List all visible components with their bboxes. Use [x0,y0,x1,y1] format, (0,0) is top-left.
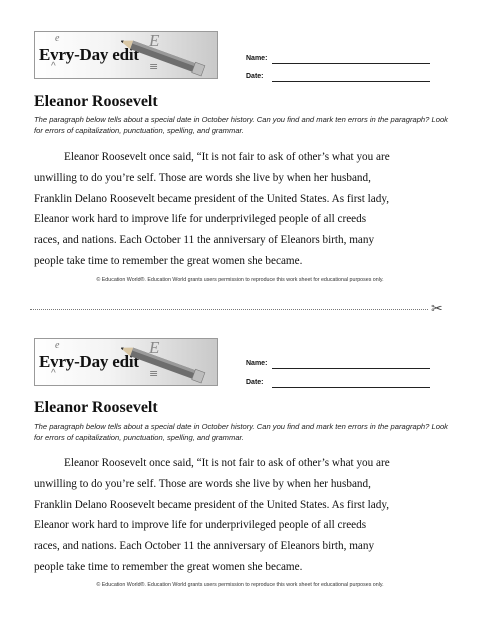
everyday-edit-logo [34,31,218,79]
name-label: Name: [246,55,268,62]
worksheet-top [0,0,480,300]
logo-text: Evry-Day edit [39,45,139,64]
edit-paragraph [34,147,450,272]
logo-small-e: e [55,340,60,351]
logo-caret: ^ [51,368,56,379]
logo-equiv-mark: ≡ [149,60,159,73]
pencil-icon [121,347,217,385]
scissors-icon: ✂ [431,301,443,317]
edit-paragraph [34,453,450,578]
logo-small-e: e [55,33,60,44]
date-label: Date: [246,73,264,80]
date-label: Date: [246,379,264,386]
name-label: Name: [246,360,268,367]
paragraph-line: Franklin Delano Roosevelt became president of the United States. As first lady, [34,498,390,511]
paragraph-line: races, and nations. Each October 11 the anniversary of Eleanors birth, many [34,234,375,247]
paragraph-line: people take time to remember the great women she became. [34,560,303,573]
paragraph-line: Eleanor Roosevelt once said, “It is not fair to ask of other’s what you are [64,457,390,469]
paragraph-line: Eleanor work hard to improve life for underprivileged people of all creeds [34,213,367,226]
logo-equiv-mark: ≡ [149,367,159,380]
everyday-edit-logo [34,338,218,386]
name-field[interactable] [272,63,430,64]
paragraph-line: people take time to remember the great women she became. [34,254,303,267]
copyright-notice: © Education World®. Education World grants users permission to reproduce this work sheet for educational purposes only. [96,582,384,588]
logo-big-e: E [149,338,160,357]
paragraph-line: unwilling to do you’re self. Those are words she live by when her husband, [34,171,371,184]
name-field[interactable] [272,368,430,369]
paragraph-line: Eleanor work hard to improve life for underprivileged people of all creeds [34,519,367,532]
paragraph-line: races, and nations. Each October 11 the anniversary of Eleanors birth, many [34,540,375,553]
worksheet-title: Eleanor Roosevelt [34,399,158,416]
paragraph-line: Franklin Delano Roosevelt became president of the United States. As first lady, [34,192,390,205]
logo-big-e: E [149,31,160,50]
paragraph-line: Eleanor Roosevelt once said, “It is not fair to ask of other’s what you are [64,151,390,163]
logo-caret: ^ [51,61,56,72]
date-field[interactable] [272,387,430,388]
worksheet-instructions: The paragraph below tells about a special date in October history. Can you find and mark ten errors in the paragraph? Look for errors of capitalization, punctuation, spelling, and grammar. [34,115,448,135]
worksheet-title: Eleanor Roosevelt [34,93,158,110]
date-field[interactable] [272,81,430,82]
copyright-notice: © Education World®. Education World grants users permission to reproduce this work sheet for educational purposes only. [96,277,384,283]
worksheet-bottom [0,310,480,610]
pencil-icon [121,40,217,78]
paragraph-line: unwilling to do you’re self. Those are words she live by when her husband, [34,477,371,490]
worksheet-instructions: The paragraph below tells about a special date in October history. Can you find and mark ten errors in the paragraph? Look for errors of capitalization, punctuation, spelling, and grammar. [34,422,448,442]
logo-text: Evry-Day edit [39,352,139,371]
